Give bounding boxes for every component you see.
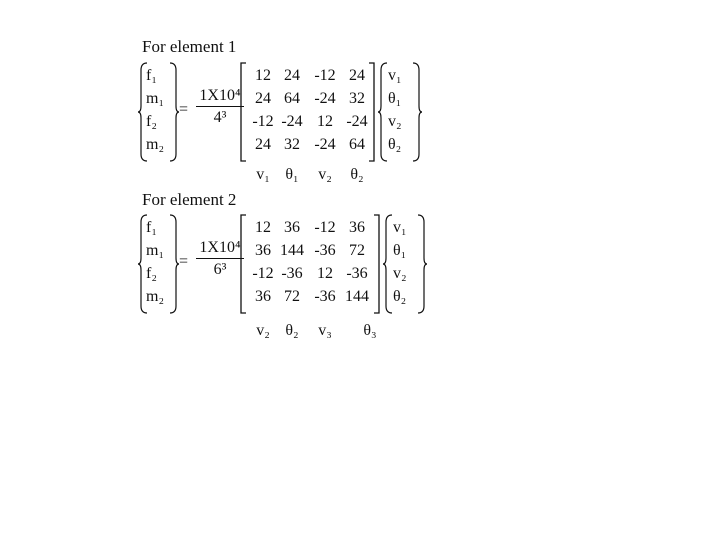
- left-brace-icon: [378, 62, 388, 162]
- force-entry: f₁: [146, 219, 157, 236]
- dof-label: v₃: [318, 322, 332, 339]
- stiffness-matrix: [243, 64, 378, 156]
- right-brace-icon: [169, 214, 179, 314]
- element2-title: For element 2: [142, 190, 237, 209]
- right-bracket-icon: [373, 214, 381, 314]
- matrix-cell: 32: [284, 136, 300, 153]
- force-entry: m₁: [146, 242, 165, 259]
- matrix-row: [243, 239, 378, 262]
- matrix-cell: -36: [314, 242, 336, 259]
- dof-labels: [243, 322, 383, 344]
- matrix-cell: -12: [314, 219, 336, 236]
- matrix-cell: -24: [314, 90, 336, 107]
- matrix-cell: 24: [284, 67, 300, 84]
- right-brace-icon: [169, 62, 179, 162]
- displacement-entry: θ₁: [388, 90, 402, 107]
- displacement-entry: θ₂: [393, 288, 407, 305]
- matrix-cell: 12: [255, 219, 271, 236]
- matrix-cell: -24: [314, 136, 336, 153]
- matrix-cell: 24: [255, 136, 271, 153]
- matrix-cell: 24: [349, 67, 365, 84]
- left-brace-icon: [383, 214, 393, 314]
- equals-sign: =: [179, 253, 189, 270]
- force-entry: f₁: [146, 67, 157, 84]
- coefficient-numerator: 1X10⁴: [199, 239, 241, 256]
- force-entry: f₂: [146, 265, 157, 282]
- matrix-cell: -36: [314, 288, 336, 305]
- dof-label: θ₁: [285, 166, 299, 183]
- dof-labels: [243, 166, 383, 188]
- matrix-cell: -36: [281, 265, 303, 282]
- coefficient-denominator: 6³: [213, 261, 227, 278]
- matrix-row: [243, 133, 378, 156]
- displacement-entry: v₁: [388, 67, 402, 84]
- displacement-entry: θ₂: [388, 136, 402, 153]
- matrix-cell: 36: [255, 242, 271, 259]
- equals-sign: =: [179, 101, 189, 118]
- matrix-cell: 12: [317, 265, 333, 282]
- matrix-cell: 72: [284, 288, 300, 305]
- matrix-cell: 64: [284, 90, 300, 107]
- right-bracket-icon: [368, 62, 376, 162]
- matrix-cell: 24: [255, 90, 271, 107]
- element1-title: For element 1: [142, 37, 237, 56]
- coefficient-numerator: 1X10⁴: [199, 87, 241, 104]
- force-entry: m₁: [146, 90, 165, 107]
- matrix-cell: 36: [284, 219, 300, 236]
- dof-label: θ₂: [285, 322, 299, 339]
- displacement-entry: v₂: [393, 265, 407, 282]
- dof-label: v₂: [318, 166, 332, 183]
- matrix-cell: 36: [255, 288, 271, 305]
- matrix-cell: -12: [252, 113, 274, 130]
- displacement-entry: v₁: [393, 219, 407, 236]
- matrix-cell: -24: [281, 113, 303, 130]
- matrix-row: [243, 110, 378, 133]
- displacement-entry: θ₁: [393, 242, 407, 259]
- matrix-cell: -12: [252, 265, 274, 282]
- right-brace-icon: [417, 214, 427, 314]
- force-entry: m₂: [146, 288, 165, 305]
- element2-equation: [138, 214, 438, 314]
- matrix-cell: 36: [349, 219, 365, 236]
- dof-label: v₁: [256, 166, 270, 183]
- matrix-cell: 64: [349, 136, 365, 153]
- matrix-cell: -12: [314, 67, 336, 84]
- fraction-bar: [196, 258, 244, 259]
- matrix-row: [243, 64, 378, 87]
- matrix-cell: 72: [349, 242, 365, 259]
- matrix-row: [243, 262, 378, 285]
- dof-label: v₂: [256, 322, 270, 339]
- force-entry: m₂: [146, 136, 165, 153]
- right-brace-icon: [412, 62, 422, 162]
- matrix-cell: 32: [349, 90, 365, 107]
- stiffness-matrix: [243, 216, 378, 308]
- force-entry: f₂: [146, 113, 157, 130]
- matrix-cell: 12: [255, 67, 271, 84]
- matrix-row: [243, 285, 378, 308]
- matrix-cell: 144: [280, 242, 304, 259]
- fraction-bar: [196, 106, 244, 107]
- dof-label: θ₂: [350, 166, 364, 183]
- matrix-cell: 12: [317, 113, 333, 130]
- matrix-row: [243, 87, 378, 110]
- matrix-cell: -24: [346, 113, 368, 130]
- matrix-cell: 144: [345, 288, 369, 305]
- dof-label: θ₃: [363, 322, 377, 339]
- matrix-row: [243, 216, 378, 239]
- coefficient-denominator: 4³: [213, 109, 227, 126]
- element1-equation: [138, 62, 438, 162]
- displacement-entry: v₂: [388, 113, 402, 130]
- matrix-cell: -36: [346, 265, 368, 282]
